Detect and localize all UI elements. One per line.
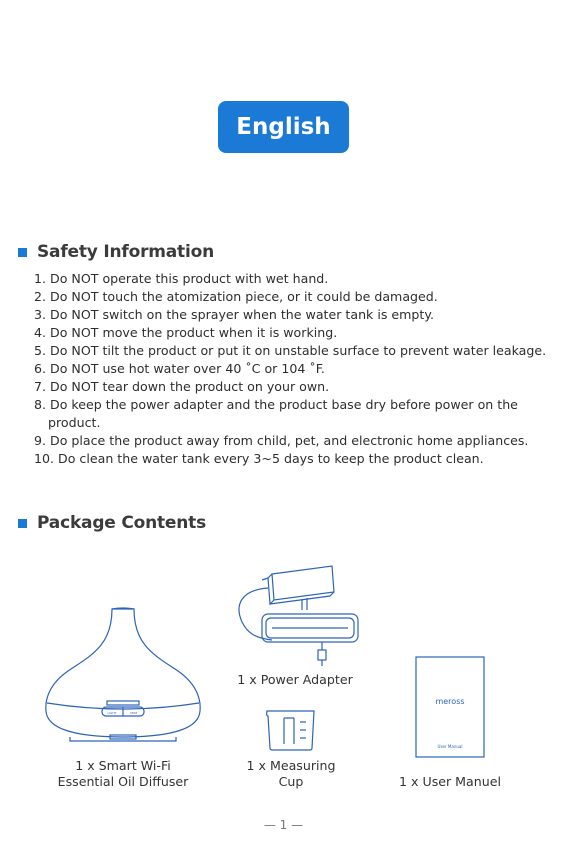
measuring-cup-label-line2: Cup (278, 774, 304, 789)
user-manual-label: 1 x User Manuel (399, 774, 501, 789)
safety-item: 8. Do keep the power adapter and the product base dry before power on the product. (34, 397, 518, 430)
power-adapter-label: 1 x Power Adapter (237, 672, 353, 687)
safety-heading-title: Safety Information (37, 242, 214, 262)
language-badge: English (218, 101, 349, 153)
diffuser-label (40, 758, 206, 790)
safety-item: 3. Do NOT switch on the sprayer when the water tank is empty. (34, 307, 435, 322)
measuring-cup-illustration (264, 708, 318, 752)
safety-item: 6. Do NOT use hot water over 40 ˚C or 104 ˚F. (34, 361, 325, 376)
diffuser-mist-button-label: MIST (130, 711, 138, 715)
measuring-cup-label (212, 758, 370, 790)
manual-brand-logo: meross (435, 697, 465, 706)
heading-square-marker (18, 248, 27, 257)
measuring-cup-label-line1: 1 x Measuring (246, 758, 336, 773)
package-heading-title: Package Contents (37, 513, 207, 533)
diffuser-illustration (40, 605, 206, 747)
safety-item: 7. Do NOT tear down the product on your own. (34, 379, 330, 394)
safety-item: 10. Do clean the water tank every 3~5 days to keep the product clean. (34, 451, 484, 466)
safety-list (34, 270, 554, 468)
heading-square-marker (18, 519, 27, 528)
safety-item: 4. Do NOT move the product when it is working. (34, 325, 338, 340)
diffuser-label-line1: 1 x Smart Wi-Fi (75, 758, 171, 773)
diffuser-light-button-label: LIGHT (107, 711, 117, 715)
user-manual-illustration (415, 656, 487, 760)
diffuser-label-line2: Essential Oil Diffuser (57, 774, 189, 789)
safety-section-heading (18, 241, 214, 263)
safety-item: 5. Do NOT tilt the product or put it on unstable surface to prevent water leakage. (34, 343, 547, 358)
package-section-heading (18, 512, 206, 534)
safety-item: 1. Do NOT operate this product with wet hand. (34, 271, 329, 286)
safety-item: 2. Do NOT touch the atomization piece, or it could be damaged. (34, 289, 438, 304)
manual-cover-text: User Manual (437, 744, 463, 749)
safety-item: 9. Do place the product away from child, pet, and electronic home appliances. (34, 433, 529, 448)
power-adapter-illustration (232, 562, 362, 670)
page-number: — 1 — (263, 818, 304, 832)
